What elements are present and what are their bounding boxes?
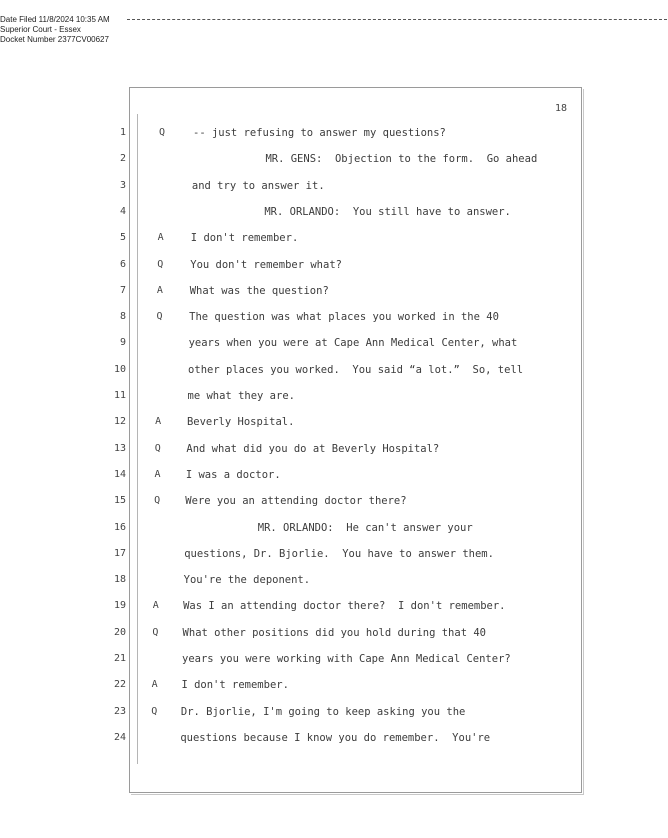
line-number: 16 — [113, 521, 126, 533]
line-number: 11 — [113, 390, 126, 401]
transcript-line — [0, 206, 668, 222]
line-number: 1 — [119, 127, 126, 138]
line-number: 5 — [119, 232, 126, 244]
line-number: 8 — [119, 311, 126, 323]
line-text: years you were working with Cape Ann Medical Center? — [182, 653, 511, 665]
line-number: 15 — [113, 495, 126, 507]
line-number: 9 — [119, 337, 126, 349]
speaker-label: Q — [154, 442, 161, 454]
dashed-rule — [127, 19, 667, 20]
line-text: I don't remember. — [181, 679, 289, 692]
line-number: 7 — [119, 284, 126, 296]
line-number: 20 — [113, 626, 126, 638]
speaker-label: A — [157, 232, 164, 244]
line-text: questions, Dr. Bjorlie. You have to answer them. — [184, 547, 494, 560]
speaker-label: Q — [151, 705, 158, 717]
transcript-line — [0, 232, 668, 248]
page-number: 18 — [555, 103, 568, 114]
speaker-label: Q — [154, 495, 161, 507]
transcript-line — [0, 548, 668, 564]
court-name: Superior Court - Essex — [0, 25, 81, 34]
line-text: other places you worked. You said “a lot.” So, tell — [188, 363, 524, 376]
transcript-line — [0, 522, 668, 538]
transcript-line — [0, 311, 668, 327]
line-number: 22 — [113, 679, 126, 691]
line-text: You're the deponent. — [183, 574, 311, 587]
line-text: Dr. Bjorlie, I'm going to keep asking you the — [180, 705, 466, 718]
line-text: What was the question? — [189, 284, 329, 297]
line-text: What other positions did you hold during that 40 — [182, 626, 486, 639]
line-text: MR. ORLANDO: He can't answer your — [257, 521, 473, 534]
transcript-line — [0, 259, 668, 275]
speaker-label: A — [155, 416, 162, 428]
line-text: I was a doctor. — [185, 468, 281, 481]
transcript-line — [0, 364, 668, 380]
transcript-line — [0, 390, 668, 406]
transcript-line — [0, 416, 668, 432]
transcript-line — [0, 285, 668, 301]
line-number: 3 — [119, 179, 126, 191]
transcript-line — [0, 127, 668, 143]
transcript-line — [0, 180, 668, 196]
speaker-label: A — [151, 679, 158, 691]
transcript-line — [0, 679, 668, 695]
line-number: 10 — [113, 363, 126, 375]
transcript-line — [0, 600, 668, 616]
line-text: MR. ORLANDO: You still have to answer. — [264, 205, 511, 218]
line-number: 13 — [113, 442, 126, 454]
line-text: me what they are. — [187, 390, 295, 402]
docket-number: Docket Number 2377CV00627 — [0, 35, 109, 44]
line-number: 24 — [113, 731, 126, 743]
line-text: questions because I know you do remember. You're — [180, 731, 491, 744]
line-text: years when you were at Cape Ann Medical Center, what — [188, 337, 518, 350]
line-text: I don't remember. — [190, 232, 299, 245]
line-number: 2 — [119, 153, 126, 165]
transcript-line — [0, 495, 668, 511]
line-text: And what did you do at Beverly Hospital? — [186, 442, 440, 455]
speaker-label: Q — [156, 311, 163, 323]
date-filed: Date Filed 11/8/2024 10:35 AM — [0, 15, 110, 24]
transcript-line — [0, 732, 668, 748]
line-number: 19 — [113, 600, 126, 612]
line-text: Beverly Hospital. — [186, 416, 295, 429]
line-number: 14 — [113, 468, 126, 480]
speaker-label: A — [156, 284, 163, 296]
transcript-line — [0, 653, 668, 669]
line-number: 18 — [113, 574, 126, 586]
line-text: Was I an attending doctor there? I don't remember. — [183, 600, 506, 613]
line-number: 17 — [113, 547, 126, 559]
speaker-label: A — [152, 600, 159, 612]
line-text: The question was what places you worked in the 40 — [189, 311, 499, 324]
transcript-line — [0, 706, 668, 722]
line-number: 21 — [113, 653, 126, 664]
transcript-line — [0, 574, 668, 590]
speaker-label: Q — [157, 258, 164, 270]
transcript-line — [0, 469, 668, 485]
line-number: 4 — [119, 205, 126, 217]
filing-stamp — [0, 15, 110, 45]
line-text: MR. GENS: Objection to the form. Go ahead — [265, 153, 538, 166]
line-text: -- just refusing to answer my questions? — [193, 127, 446, 139]
transcript-line — [0, 153, 668, 169]
speaker-label: A — [154, 468, 161, 480]
line-number: 6 — [119, 258, 126, 270]
line-number: 23 — [113, 705, 126, 717]
transcript-line — [0, 337, 668, 353]
transcript-line — [0, 443, 668, 459]
line-text: and try to answer it. — [191, 179, 325, 192]
transcript-line — [0, 627, 668, 643]
line-text: You don't remember what? — [190, 258, 342, 271]
speaker-label: Q — [159, 127, 166, 138]
speaker-label: Q — [152, 626, 159, 638]
line-number: 12 — [113, 416, 126, 428]
line-text: Were you an attending doctor there? — [185, 495, 407, 508]
